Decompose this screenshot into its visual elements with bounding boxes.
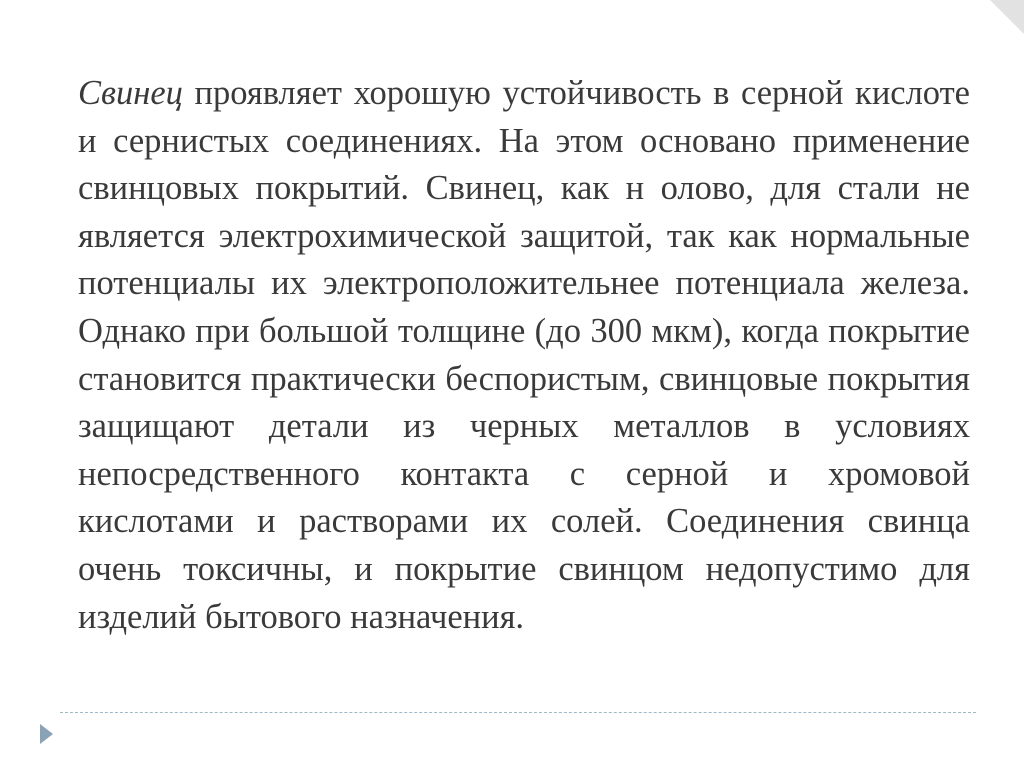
paragraph-body: проявляет хорошую устойчивость в серной кислоте и сернистых соединениях. На этом основано применение свинцовых покрытий. Свинец, как н олово, для стали не является электрохимической защитой, так как нормальные потенциалы их электроположительнее потенциала железа. Однако при большой толщине (до 300 мкм), когда покрытие становится практически беспористым, свинцовые покрытия защищают детали из черных металлов в условиях непосредственного контакта с серной и хромовой кислотами и растворами их солей. Соединения свинца очень токсичны, и покрытие свинцом недопустимо для изделий бытового назначения.: [78, 74, 970, 636]
paragraph-lead-word: Свинец: [78, 74, 183, 112]
footer-dashed-rule: [60, 712, 976, 713]
corner-decoration: [990, 0, 1024, 34]
slide-paragraph: [78, 70, 970, 641]
triangle-right-icon: [40, 724, 53, 744]
